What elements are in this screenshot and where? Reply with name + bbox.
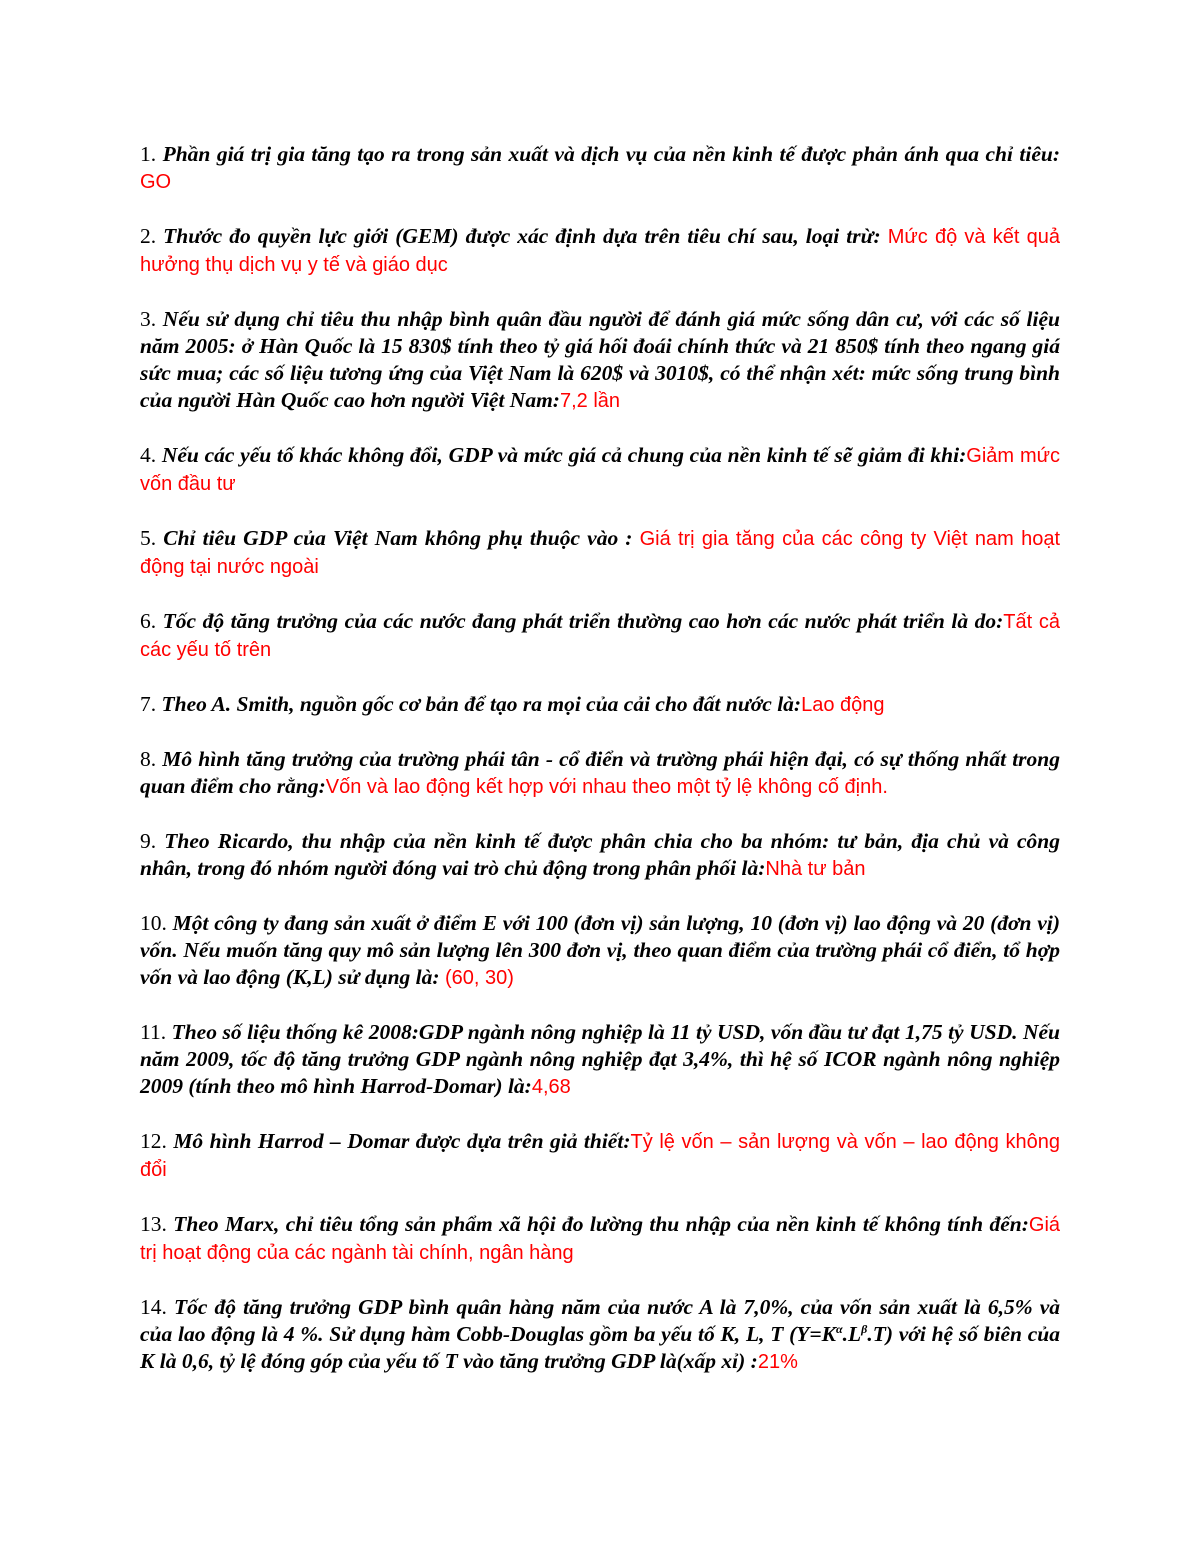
question-number: 5. xyxy=(140,526,157,550)
question-number: 3. xyxy=(140,307,157,331)
question-number: 11. xyxy=(140,1020,167,1044)
question-13 xyxy=(140,1211,1060,1267)
question-text: Theo Ricardo, thu nhập của nền kinh tế được phân chia cho ba nhóm: tư bản, địa chủ và công nhân, trong đó nhóm người đóng vai trò chủ động trong phân phối là: xyxy=(140,829,1061,880)
question-11 xyxy=(140,1019,1060,1101)
question-text: Phần giá trị gia tăng tạo ra trong sản xuất và dịch vụ của nền kinh tế được phản ánh qua chỉ tiêu: xyxy=(162,142,1060,166)
question-12 xyxy=(140,1128,1060,1184)
question-text-part: .T) với hệ số biên của K là 0,6, tỷ lệ đóng góp của yếu tố T vào tăng trưởng GDP là(xấp xỉ) : xyxy=(140,1322,1060,1373)
question-9 xyxy=(140,828,1060,883)
question-number: 12. xyxy=(140,1129,167,1153)
question-text: Theo Marx, chỉ tiêu tổng sản phẩm xã hội đo lường thu nhập của nền kinh tế không tính đến: xyxy=(173,1212,1029,1236)
question-number: 10. xyxy=(140,911,167,935)
question-2 xyxy=(140,223,1060,279)
answer-text: Lao động xyxy=(801,694,885,716)
question-text: Nếu các yếu tố khác không đổi, GDP và mức giá cả chung của nền kinh tế sẽ giảm đi khi: xyxy=(161,443,967,467)
question-5 xyxy=(140,525,1060,581)
question-3 xyxy=(140,306,1060,415)
answer-text: 7,2 lần xyxy=(559,390,621,412)
question-number: 7. xyxy=(140,692,157,716)
answer-text: GO xyxy=(140,171,172,193)
question-text-part: Tốc độ tăng trưởng GDP bình quân hàng năm của nước A là 7,0%, của vốn sản xuất là 6,5% và của lao động là 4 %. Sử dụng hàm Cobb-Douglas gồm ba yếu tố K, L, T (Y=K xyxy=(140,1295,1061,1346)
answer-text: Mức độ và kết quả hưởng thụ dịch vụ y tế và giáo dục xyxy=(140,226,1061,276)
answer-text: Giảm mức vốn đầu tư xyxy=(140,445,1061,495)
answer-text: Vốn và lao động kết hợp với nhau theo một tỷ lệ không cố định. xyxy=(325,776,888,798)
question-number: 1. xyxy=(140,142,157,166)
answer-text: 21% xyxy=(757,1351,798,1373)
question-number: 9. xyxy=(140,829,157,853)
answer-text: Tỷ lệ vốn – sản lượng và vốn – lao động không đổi xyxy=(140,1131,1060,1181)
answer-text: (60, 30) xyxy=(444,967,514,989)
question-text: Chỉ tiêu GDP của Việt Nam không phụ thuộc vào : xyxy=(163,526,633,550)
answer-text: 4,68 xyxy=(531,1076,571,1098)
question-text: Mô hình Harrod – Domar được dựa trên giả thiết: xyxy=(173,1129,631,1153)
question-text: Tốc độ tăng trưởng của các nước đang phát triển thường cao hơn các nước phát triển là do: xyxy=(162,609,1004,633)
question-number: 14. xyxy=(140,1295,167,1319)
question-number: 2. xyxy=(140,224,157,248)
alpha-superscript: α xyxy=(836,1321,843,1336)
question-text: Theo số liệu thống kê 2008:GDP ngành nông nghiệp là 11 tỷ USD, vốn đầu tư đạt 1,75 tỷ USD. Nếu năm 2009, tốc độ tăng trưởng GDP ngành nông nghiệp đạt 3,4%, thì hệ số ICOR ngành nông nghiệp 2009 (tính theo mô hình Harrod-Domar) là: xyxy=(140,1020,1060,1098)
answer-text: Tất cả các yếu tố trên xyxy=(140,611,1061,661)
question-text: Thước đo quyền lực giới (GEM) được xác định dựa trên tiêu chí sau, loại trừ: xyxy=(163,224,881,248)
question-number: 4. xyxy=(140,443,157,467)
question-number: 8. xyxy=(140,747,157,771)
question-text xyxy=(140,1295,1060,1373)
question-14 xyxy=(140,1294,1060,1376)
document-page xyxy=(140,141,1060,1403)
answer-text: Nhà tư bản xyxy=(765,858,866,880)
question-text: Một công ty đang sản xuất ở điểm E với 100 (đơn vị) sản lượng, 10 (đơn vị) lao động và 20 (đơn vị) vốn. Nếu muốn tăng quy mô sản lượng lên 300 đơn vị, theo quan điểm của trường phái cổ điển, tổ hợp vốn và lao động (K,L) sử dụng là: xyxy=(140,911,1060,989)
question-7 xyxy=(140,691,1060,719)
question-4 xyxy=(140,442,1060,498)
question-6 xyxy=(140,608,1060,664)
beta-superscript: β xyxy=(861,1321,868,1336)
question-text-part: .L xyxy=(842,1322,862,1346)
question-8 xyxy=(140,746,1060,801)
question-10 xyxy=(140,910,1060,992)
question-number: 13. xyxy=(140,1212,167,1236)
question-number: 6. xyxy=(140,609,157,633)
question-text: Mô hình tăng trưởng của trường phái tân - cổ điển và trường phái hiện đại, có sự thống nhất trong quan điểm cho rằng: xyxy=(140,747,1060,798)
question-text: Nếu sử dụng chỉ tiêu thu nhập bình quân đầu người để đánh giá mức sống dân cư, với các số liệu năm 2005: ở Hàn Quốc là 15 830$ tính theo tỷ giá hối đoái chính thức và 21 850$ tính theo ngang giá sức mua; các số liệu tương ứng của Việt Nam là 620$ và 3010$, có thể nhận xét: mức sống trung bình của người Hàn Quốc cao hơn người Việt Nam: xyxy=(140,307,1061,412)
question-text: Theo A. Smith, nguồn gốc cơ bản để tạo ra mọi của cải cho đất nước là: xyxy=(161,692,802,716)
answer-text: Giá trị gia tăng của các công ty Việt nam hoạt động tại nước ngoài xyxy=(140,528,1061,578)
answer-text: Giá trị hoạt động của các ngành tài chính, ngân hàng xyxy=(140,1214,1061,1264)
question-1 xyxy=(140,141,1060,196)
